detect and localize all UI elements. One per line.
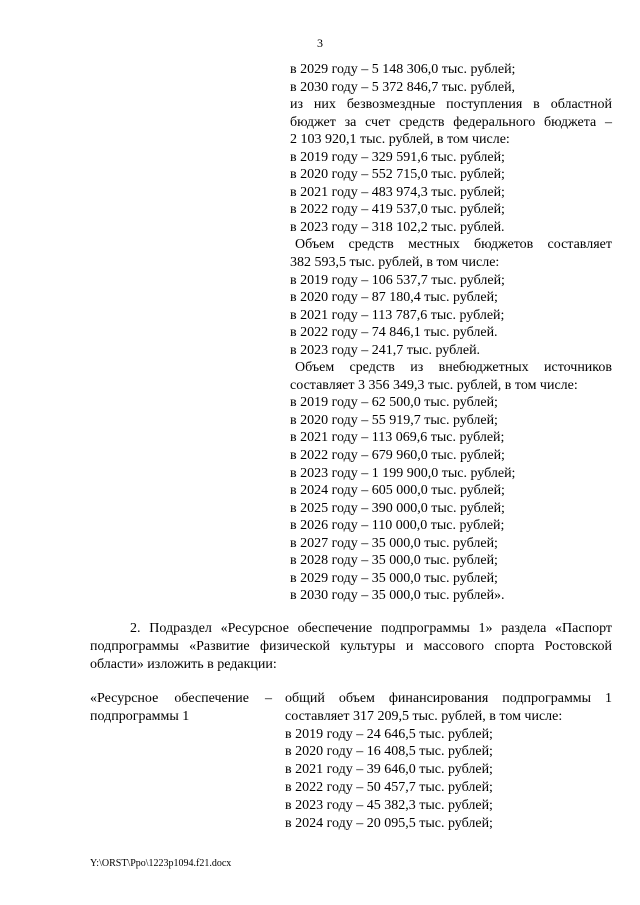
text-line: в 2021 году – 483 974,3 тыс. рублей; bbox=[290, 184, 505, 200]
text-line: в 2021 году – 113 069,6 тыс. рублей; bbox=[290, 430, 505, 446]
text-line: 382 593,5 тыс. рублей, в том числе: bbox=[290, 255, 500, 271]
resource-label bbox=[90, 690, 272, 726]
text-line: в 2022 году – 50 457,7 тыс. рублей; bbox=[285, 779, 493, 795]
text-line: в 2020 году – 55 919,7 тыс. рублей; bbox=[290, 412, 498, 428]
text-line: в 2019 году – 106 537,7 тыс. рублей; bbox=[290, 272, 505, 288]
text-line: в 2019 году – 62 500,0 тыс. рублей; bbox=[290, 395, 498, 411]
text-line: в 2025 году – 390 000,0 тыс. рублей; bbox=[290, 500, 505, 516]
text-line: в 2021 году – 113 787,6 тыс. рублей; bbox=[290, 307, 505, 323]
text-line: в 2028 году – 35 000,0 тыс. рублей; bbox=[290, 553, 498, 569]
text-line: составляет 3 356 349,3 тыс. рублей, в том числе: bbox=[290, 377, 578, 393]
text-line: в 2026 году – 110 000,0 тыс. рублей; bbox=[290, 518, 505, 534]
text-line: в 2030 году – 35 000,0 тыс. рублей». bbox=[290, 588, 505, 604]
text-line: в 2023 году – 318 102,2 тыс. рублей. bbox=[290, 219, 505, 235]
text-line: в 2023 году – 241,7 тыс. рублей. bbox=[290, 342, 481, 358]
text-line: в 2029 году – 35 000,0 тыс. рублей; bbox=[290, 570, 498, 586]
funding-continuation-block bbox=[290, 61, 612, 605]
resource-values bbox=[285, 690, 612, 832]
text-line: в 2030 году – 5 372 846,7 тыс. рублей, bbox=[290, 79, 516, 95]
text-line: составляет 317 209,5 тыс. рублей, в том числе: bbox=[285, 708, 563, 724]
resource-label-line: подпрограммы 1 bbox=[90, 708, 190, 724]
text-line: бюджет за счет средств федерального бюджета – bbox=[290, 114, 612, 130]
text-line: в 2024 году – 20 095,5 тыс. рублей; bbox=[285, 815, 493, 831]
text-line: в 2019 году – 329 591,6 тыс. рублей; bbox=[290, 149, 505, 165]
text-line: в 2019 году – 24 646,5 тыс. рублей; bbox=[285, 726, 493, 742]
text-line: в 2023 году – 45 382,3 тыс. рублей; bbox=[285, 797, 493, 813]
text-line: в 2020 году – 87 180,4 тыс. рублей; bbox=[290, 290, 498, 306]
resource-label-line: «Ресурсное обеспечение – bbox=[90, 691, 272, 706]
text-line: в 2022 году – 679 960,0 тыс. рублей; bbox=[290, 448, 505, 464]
text-line: в 2020 году – 16 408,5 тыс. рублей; bbox=[285, 744, 493, 760]
text-line: в 2022 году – 419 537,0 тыс. рублей; bbox=[290, 202, 505, 218]
text-line: Объем средств из внебюджетных источников bbox=[295, 360, 612, 376]
text-line: в 2021 году – 39 646,0 тыс. рублей; bbox=[285, 762, 493, 778]
text-line: в 2023 году – 1 199 900,0 тыс. рублей; bbox=[290, 465, 516, 481]
file-path-footer: Y:\ORST\Ppo\1223p1094.f21.docx bbox=[90, 858, 232, 869]
text-line: Объем средств местных бюджетов составляет bbox=[295, 237, 612, 253]
text-line: 2 103 920,1 тыс. рублей, в том числе: bbox=[290, 132, 510, 148]
text-line: из них безвозмездные поступления в областной bbox=[290, 97, 612, 113]
text-line: в 2022 году – 74 846,1 тыс. рублей. bbox=[290, 325, 498, 341]
page-number: 3 bbox=[317, 36, 323, 50]
text-line: в 2024 году – 605 000,0 тыс. рублей; bbox=[290, 483, 505, 499]
text-line: общий объем финансирования подпрограммы 1 bbox=[285, 691, 612, 706]
text-line: в 2029 году – 5 148 306,0 тыс. рублей; bbox=[290, 62, 516, 77]
text-line: в 2020 году – 552 715,0 тыс. рублей; bbox=[290, 167, 505, 183]
text-line: в 2027 году – 35 000,0 тыс. рублей; bbox=[290, 535, 498, 551]
paragraph-2: 2. Подраздел «Ресурсное обеспечение подпрограммы 1» раздела «Паспорт подпрограммы «Развитие физической культуры и массового спорта Ростовской области» изложить в редакции: bbox=[90, 621, 612, 672]
